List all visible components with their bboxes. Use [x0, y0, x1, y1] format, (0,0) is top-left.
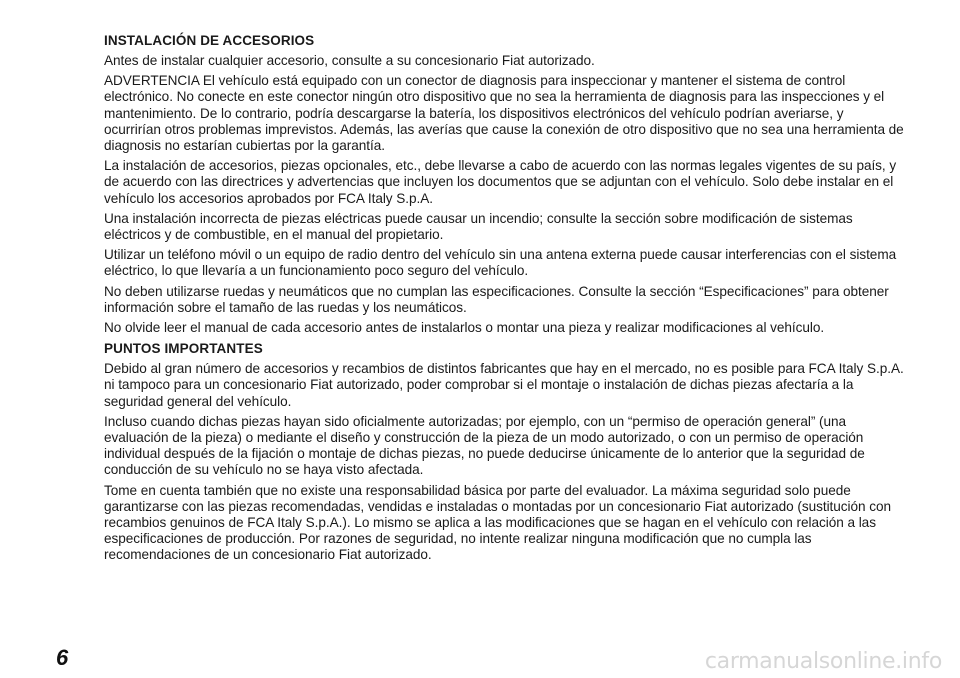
paragraph: Utilizar un teléfono móvil o un equipo de radio dentro del vehículo sin una antena externa puede causar interferencias con el sistema eléctrico, lo que llevaría a un funcionamiento poco seguro del vehículo. — [104, 247, 897, 279]
paragraph: Debido al gran número de accesorios y recambios de distintos fabricantes que hay en el mercado, no es posible para FCA Italy S.p.A. ni tampoco para un concesionario Fiat autorizado, poder comprobar si el montaje o instalación de dichas piezas afectaría a la seguridad general del vehículo. — [104, 361, 904, 409]
paragraph: La instalación de accesorios, piezas opcionales, etc., debe llevarse a cabo de acuerdo con las normas legales vigentes de su país, y de acuerdo con las directrices y advertencias que incluyen los documentos que se adjuntan con el vehículo. Solo debe instalar en el vehículo los accesorios aprobados por FCA Italy S.p.A. — [104, 158, 897, 206]
page-number: 6 — [56, 645, 69, 670]
section-heading-puntos-importantes: PUNTOS IMPORTANTES — [104, 341, 263, 357]
paragraph: Una instalación incorrecta de piezas eléctricas puede causar un incendio; consulte la sección sobre modificación de sistemas eléctricos y de combustible, en el manual del propietario. — [104, 210, 853, 243]
section-heading-instalacion: INSTALACIÓN DE ACCESORIOS — [104, 33, 315, 48]
warning-paragraph: ADVERTENCIA El vehículo está equipado con un conector de diagnosis para inspeccionar y mantener el sistema de control electrónico. No conecte en este conector ningún otro dispositivo que no sea la herramienta de diagnosis para las inspecciones y el mantenimiento. De lo contrario, podría descargarse la batería, los dispositivos electrónicos del vehículo podrían averiarse, y ocurrirían otros problemas imprevistos. Además, las averías que cause la conexión de otro dispositivo que no sea una herramienta de diagnosis no estarían cubiertas por la garantía. — [104, 73, 904, 154]
paragraph: Incluso cuando dichas piezas hayan sido oficialmente autorizadas; por ejemplo, con un “permiso de operación general” (una evaluación de la pieza) o mediante el diseño y construcción de la pieza de un modo autorizado, o con un permiso de operación individual después de la fijación o montaje de dichas piezas, no puede deducirse únicamente de lo anterior que la seguridad de conducción de su vehículo no se haya visto afectada. — [104, 413, 865, 478]
watermark: carmanualsonline.info — [704, 649, 942, 674]
paragraph: No olvide leer el manual de cada accesorio antes de instalarlos o montar una pieza y realizar modificaciones al vehículo. — [104, 320, 825, 336]
paragraph: Antes de instalar cualquier accesorio, consulte a su concesionario Fiat autorizado. — [104, 53, 595, 68]
paragraph: No deben utilizarse ruedas y neumáticos que no cumplan las especificaciones. Consulte la sección “Especificaciones” para obtener información sobre el tamaño de las ruedas y los neumáticos. — [104, 283, 889, 315]
document-body — [104, 32, 904, 568]
paragraph: Tome en cuenta también que no existe una responsabilidad básica por parte del evaluador. La máxima seguridad solo puede garantizarse con las piezas recomendadas, vendidas e instaladas o montadas por un concesionario Fiat autorizado (sustitución con recambios genuinos de FCA Italy S.p.A.). Lo mismo se aplica a las modificaciones que se hagan en el vehículo con relación a las especificaciones de producción. Por razones de seguridad, no intente realizar ninguna modificación que no cumpla las recomendaciones de un concesionario Fiat autorizado. — [104, 482, 892, 563]
